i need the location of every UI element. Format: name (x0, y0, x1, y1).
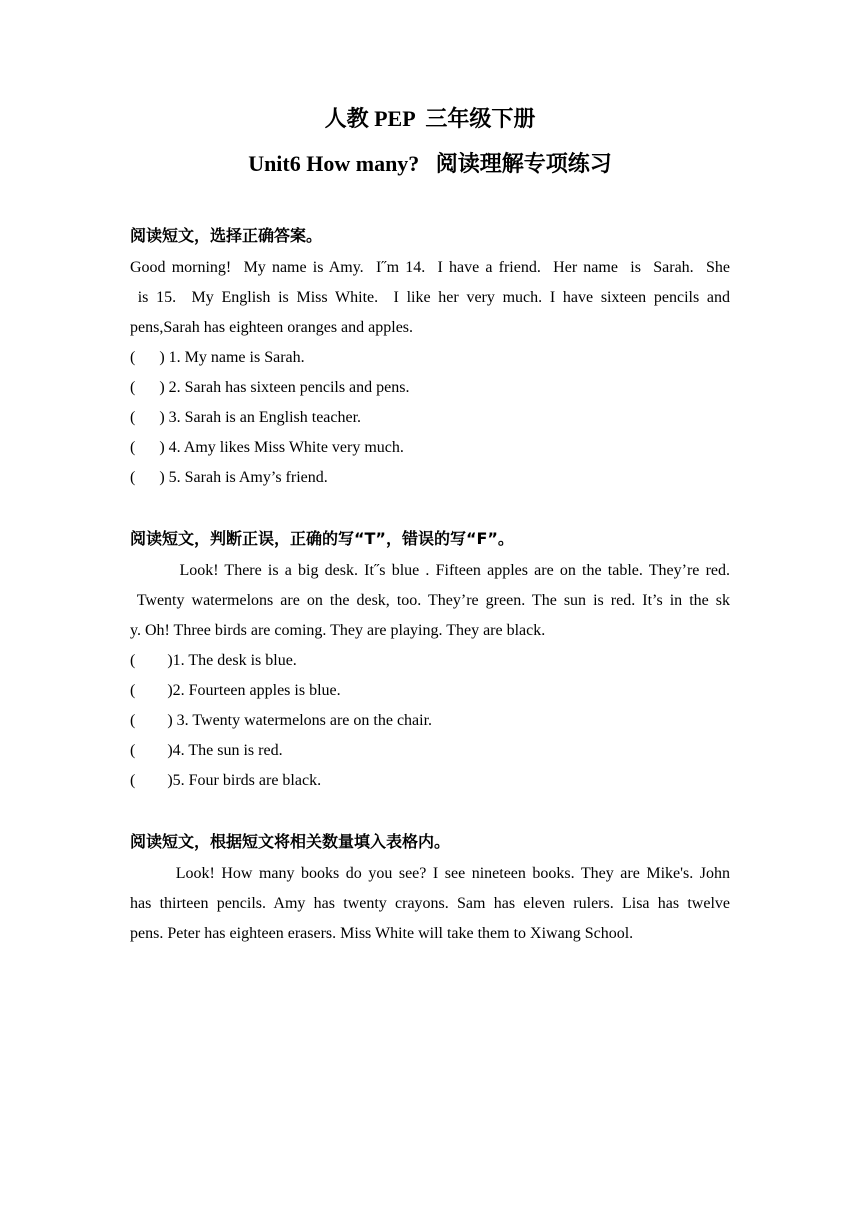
section1-question: ( ) 1. My name is Sarah. (130, 349, 305, 366)
section1-question: ( ) 4. Amy likes Miss White very much. (130, 439, 404, 456)
document-subtitle: Unit6 How many? 阅读理解专项练习 (248, 151, 612, 176)
section1-passage-line: Good morning! My name is Amy. I˝m 14. I have a friend. Her name is Sarah. She (130, 259, 730, 276)
section1-passage-line: is 15. My English is Miss White. I like her very much. I have sixteen pencils and (130, 289, 730, 306)
section1-passage-line: pens,Sarah has eighteen oranges and apples. (130, 319, 414, 336)
section3-passage-line: has thirteen pencils. Amy has twenty crayons. Sam has eleven rulers. Lisa has twelve (130, 895, 730, 912)
document-title: 人教 PEP 三年级下册 (324, 106, 536, 131)
section1-question: ( ) 5. Sarah is Amy’s friend. (130, 469, 328, 486)
section3-passage-line: Look! How many books do you see? I see nineteen books. They are Mike's. John (130, 865, 730, 882)
section2-passage-line: Twenty watermelons are on the desk, too. They’re green. The sun is red. It’s in the sk (130, 592, 730, 609)
section2-heading: 阅读短文，判断正误，正确的写“T”，错误的写“F”。 (130, 529, 514, 548)
section2-question: ( )5. Four birds are black. (130, 772, 322, 789)
section2-question: ( )2. Fourteen apples is blue. (130, 682, 341, 699)
section1-question: ( ) 2. Sarah has sixteen pencils and pens. (130, 379, 410, 396)
section1-heading: 阅读短文，选择正确答案。 (130, 226, 323, 245)
section3-passage-line: pens. Peter has eighteen erasers. Miss White will take them to Xiwang School. (130, 925, 634, 942)
section2-question: ( )1. The desk is blue. (130, 652, 297, 669)
section2-passage-line: y. Oh! Three birds are coming. They are playing. They are black. (130, 622, 546, 639)
section3-heading: 阅读短文，根据短文将相关数量填入表格内。 (130, 832, 451, 851)
section2-question: ( ) 3. Twenty watermelons are on the chair. (130, 712, 433, 729)
section2-question: ( )4. The sun is red. (130, 742, 283, 759)
section2-passage-line: Look! There is a big desk. It˝s blue . Fifteen apples are on the table. They’re red. (130, 562, 730, 579)
section1-question: ( ) 3. Sarah is an English teacher. (130, 409, 362, 426)
